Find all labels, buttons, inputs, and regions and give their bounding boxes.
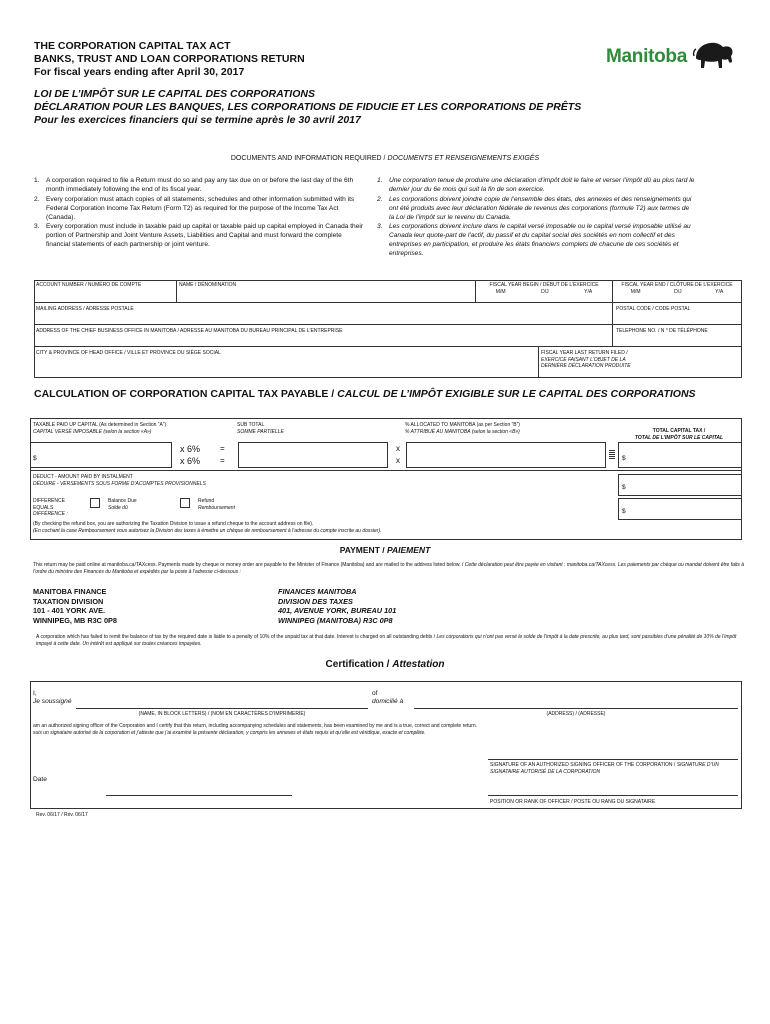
account-number-field[interactable]: ACCOUNT NUMBER / NUMÉRO DE COMPTE: [36, 282, 142, 288]
position-caption: POSITION OR RANK OF OFFICER / POSTE OU RANG DU SIGNATAIRE: [490, 799, 656, 805]
certification-statement: am an authorized signing officer of the Corporation and I certify that this return, including accompanying schedules and statements, has been examined by me and is a true, correct and complete return. suis un signataire autorisé de la corporation et j’atteste que j’ai examiné la présente déclaration, y compris les annexes et états requis et qu’elle est véridique, exacte et complète.: [33, 723, 478, 736]
position-line[interactable]: [488, 795, 738, 796]
documents-heading-fr: DOCUMENTS ET RENSEIGNEMENTS EXIGÉS: [387, 155, 540, 162]
city-province-field[interactable]: CITY & PROVINCE OF HEAD OFFICE / VILLE ET PROVINCE DU SIÈGE SOCIAL: [36, 350, 221, 356]
times-signs: x x: [396, 444, 400, 465]
calculation-heading: CALCULATION OF CORPORATION CAPITAL TAX PAYABLE / CALCUL DE L’IMPÔT EXIGIBLE SUR LE CAPITAL DES CORPORATIONS: [34, 388, 696, 400]
logo-wordmark: Manitoba: [606, 46, 687, 67]
chief-office-address-field[interactable]: ADDRESS OF THE CHIEF BUSINESS OFFICE IN MANITOBA / ADRESSE AU MANITOBA DU BUREAU PRINCIPAL DE L’ENTREPRISE: [36, 328, 343, 334]
telephone-field[interactable]: TELEPHONE NO. / N ° DE TÉLÉPHONE: [616, 328, 708, 334]
instruction-fr-item: 3. Les corporations doivent inclure dans le capital versé imposable ou le capital versé imposable utilisé au Canada leur quote-part de l’actif, du passif et du capital social des sociétés en nom collectif et des entreprises en participation, et produire les états financiers complets de chacune de ces sociétés et entreprises.: [377, 223, 691, 257]
bison-icon: [692, 38, 736, 72]
subtotal-input[interactable]: [238, 442, 388, 468]
manitoba-logo: [606, 38, 736, 78]
documents-heading-en: DOCUMENTS AND INFORMATION REQUIRED /: [230, 155, 388, 162]
instalment-paid-input[interactable]: [618, 474, 742, 496]
dollar-sign: $: [622, 484, 626, 491]
allocated-percent-input[interactable]: [406, 442, 606, 468]
difference-label: DIFFERENCE EQUALS DIFFÉRENCE :: [33, 498, 68, 517]
instruction-en-item: 3. Every corporation must include in taxable paid up capital or taxable paid up capital employed in Canada their portion of Partnership and Joint Venture Assets, Liabilities and Capital and must forward the complete financial statements of each partnership or joint venture.: [34, 223, 364, 248]
penalty-notice: A corporation which has failed to remit the balance of tax by the required date is liable to a penalty of 10% of the unpaid tax at that date. Interest is charged on all outstanding debts / Les corporations qui n’ont pas versé le solde de l’impôt à la date prescrite, au plus tard, sont passibles d’une pénalité de 10% de l’impôt impayé à cette date. Un intérêt est appliqué sur toutes créances impayées.: [36, 634, 737, 647]
tax-rate-labels: x 6% x 6%: [180, 444, 201, 466]
mailing-address-fr: FINANCES MANITOBA DIVISION DES TAXES 401, AVENUE YORK, BUREAU 101 WINNIPEG (MANITOBA) R3C 0P8: [278, 587, 397, 625]
total-capital-tax-label: TOTAL CAPITAL TAX / TOTAL DE L’IMPÔT SUR LE CAPITAL: [634, 428, 724, 441]
total-capital-tax-input[interactable]: [618, 442, 742, 468]
fiscal-year-end-field[interactable]: FISCAL YEAR END / CLÔTURE DE L’EXERCICE M/M D/J Y/A: [621, 282, 733, 295]
allocated-label: % ALLOCATED TO MANITOBA (as per Section “B”) % ATTRIBUÉ AU MANITOBA (selon la section «B»): [405, 422, 520, 435]
of-label: of domicilié à: [372, 690, 404, 705]
subtotal-label: SUB TOTAL SOMME PARTIELLE: [237, 422, 284, 435]
certification-heading: Certification / Attestation: [325, 659, 445, 670]
title-en-line-2: BANKS, TRUST AND LOAN CORPORATIONS RETURN: [34, 53, 305, 65]
date-label: Date: [33, 776, 47, 783]
title-fr-line-3: Pour les exercices financiers qui se termine après le 30 avril 2017: [34, 114, 361, 126]
title-en-line-3: For fiscal years ending after April 30, 2017: [34, 66, 245, 78]
signature-caption: SIGNATURE OF AN AUTHORIZED SIGNING OFFICER OF THE CORPORATION / SIGNATURE D’UN SIGNATAIRE AUTORISÉ DE LA CORPORATION: [490, 762, 719, 775]
i-label: I, Je soussigné: [33, 690, 72, 705]
title-en-line-1: THE CORPORATION CAPITAL TAX ACT: [34, 40, 231, 52]
instruction-fr-item: 2. Les corporations doivent joindre copie de l’ensemble des états, des annexes et des renseignements qui ont été produits avec leur déclaration fédérale de revenus des corporations (formule T2) aux termes de la Loi de l’impôt sur le revenu du Canada.: [377, 195, 692, 221]
equals-signs: = =: [220, 444, 225, 465]
documents-heading: [0, 155, 770, 162]
instruction-en-item: 1. A corporation required to file a Return must do so and pay any tax due on or before the last day of the 6th month immediately following the end of its fiscal year.: [34, 177, 354, 193]
balance-due-label: Balance Due Solde dû: [108, 498, 137, 511]
mailing-address-en: MANITOBA FINANCE TAXATION DIVISION 101 - 401 YORK AVE. WINNIPEG, MB R3C 0P8: [33, 587, 117, 625]
payment-heading: PAYMENT / PAIEMENT: [339, 545, 431, 555]
refund-note: (By checking the refund box, you are authorizing the Taxation Division to issue a refund cheque to the account address on file). (En cochant la case Remboursement vous autorisez la Division des taxes à émettre un chèque de remboursement à l’adresse du compte inscrite au dossier).: [33, 521, 382, 534]
difference-input[interactable]: [618, 498, 742, 520]
signature-line[interactable]: [488, 759, 738, 760]
postal-code-field[interactable]: POSTAL CODE / CODE POSTAL: [616, 306, 691, 312]
refund-label: Refund Remboursement: [198, 498, 235, 511]
officer-address-line[interactable]: [414, 708, 738, 709]
officer-name-line[interactable]: [76, 708, 368, 709]
deduct-label: DEDUCT - AMOUNT PAID BY INSTALMENT DÉDUIRE - VERSEMENTS SOUS FORME D’ACOMPTES PROVISIONNELS: [33, 474, 206, 487]
title-fr-line-1: LOI DE L’IMPÔT SUR LE CAPITAL DES CORPORATIONS: [34, 88, 315, 100]
name-caption: (NAME, IN BLOCK LETTERS) / (NOM EN CARACTÈRES D’IMPRIMERIE): [138, 711, 306, 717]
instruction-en-item: 2. Every corporation must attach copies of all statements, schedules and other information submitted with its Federal Corporation Income Tax Return (Form T2) as required for the purpose of the Income Tax Act (Canada).: [34, 195, 355, 221]
balance-due-checkbox[interactable]: [90, 498, 100, 508]
corporation-name-field[interactable]: NAME / DÉNOMINATION: [179, 282, 237, 288]
dollar-sign: $: [622, 455, 626, 462]
taxable-capital-label: TAXABLE PAID UP CAPITAL (As determined in Section “A”) CAPITAL VERSÉ IMPOSABLE (selon la section «A»): [33, 422, 167, 435]
address-caption: (ADDRESS) / (ADRESSE): [546, 711, 606, 717]
form-header: [34, 40, 594, 127]
dollar-sign: $: [33, 455, 37, 462]
mailing-address-field[interactable]: MAILING ADDRESS / ADRESSE POSTALE: [36, 306, 134, 312]
fiscal-year-begin-field[interactable]: FISCAL YEAR BEGIN / DÉBUT DE L’EXERCICE M/M D/J Y/A: [489, 282, 599, 295]
revision-label: Rev. 06/17 / Rév. 06/17: [36, 812, 88, 818]
refund-checkbox[interactable]: [180, 498, 190, 508]
payment-text: This return may be paid online at manitoba.ca/TAXcess. Payments made by cheque or money order are payable to the Minister of Finance (Manitoba) and are mailed to the address listed below. / Cette déclaration peut être payée en visitant : manitoba.ca/TAXcess. Les paiements par chèque ou mandat doivent être faits à l’ordre du ministre des Finances du Manitoba et expédiés par la poste à l’adresse ci-dessous :: [33, 562, 745, 575]
date-line[interactable]: [106, 795, 292, 796]
taxable-capital-input[interactable]: [30, 442, 172, 468]
last-return-field[interactable]: FISCAL YEAR LAST RETURN FILED / EXERCICE FAISANT L’OBJET DE LA DERNIÈRE DÉCLARATION PRODUITE: [541, 350, 631, 369]
instruction-fr-item: 1. Une corporation tenue de produire une déclaration d’impôt doit le faire et verser l’impôt dû au plus tard le dernier jour du 6e mois qui suit la fin de son exercice.: [377, 177, 695, 193]
instructions-en: [34, 176, 366, 250]
dollar-sign: $: [622, 508, 626, 515]
arrow-marker: [609, 450, 615, 460]
title-fr-line-2: DÉCLARATION POUR LES BANQUES, LES CORPORATIONS DE FIDUCIE ET LES CORPORATIONS DE PRÊTS: [34, 101, 582, 113]
instructions-fr: [377, 176, 695, 259]
